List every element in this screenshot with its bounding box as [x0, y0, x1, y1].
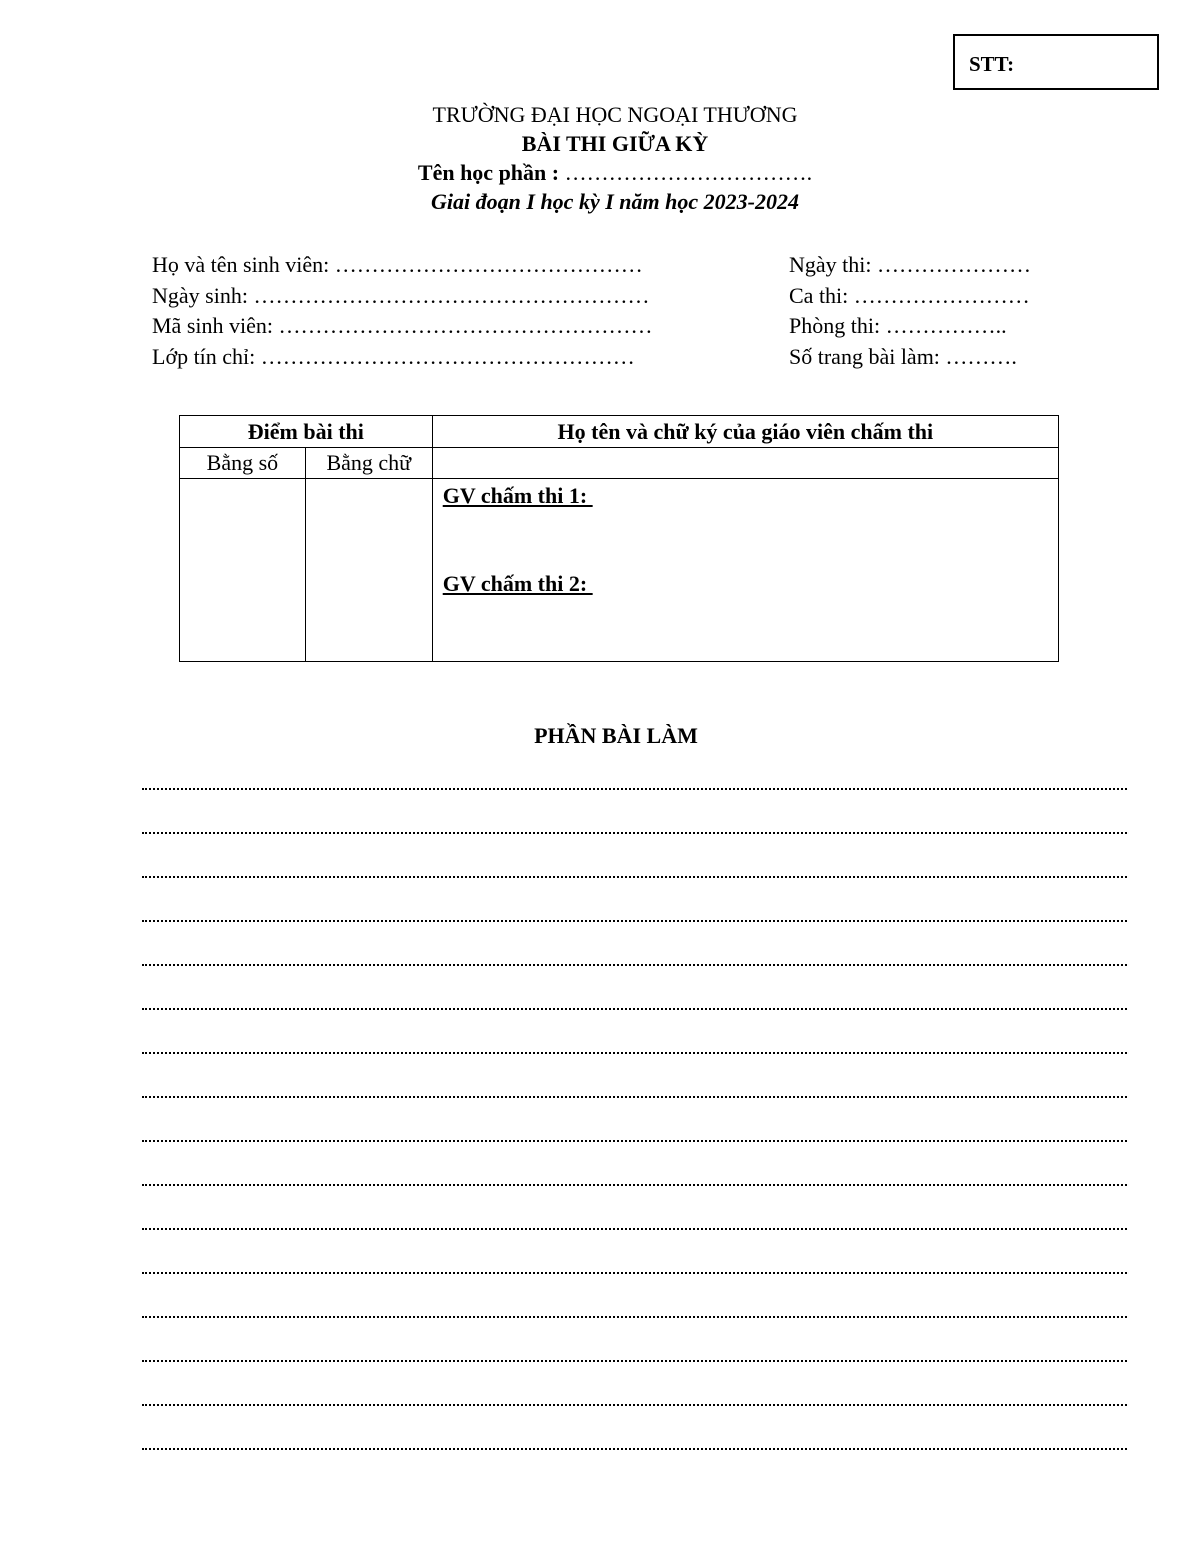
school-name: TRƯỜNG ĐẠI HỌC NGOẠI THƯƠNG [432, 102, 798, 127]
grade-table-subheader-row [180, 448, 1059, 479]
answer-line[interactable] [142, 1406, 1127, 1450]
birth-date-field[interactable]: Ngày sinh: ……………………………………………… [152, 282, 650, 308]
course-dots: ……………………………. [564, 160, 813, 185]
grade-table-body-row [180, 479, 1059, 662]
stt-box [953, 34, 1159, 90]
student-info-left [152, 250, 653, 372]
answer-lines[interactable] [142, 775, 1127, 1450]
student-info-right [789, 250, 1031, 372]
answer-line[interactable] [142, 1318, 1127, 1362]
teacher-header: Họ tên và chữ ký của giáo viên chấm thi [432, 416, 1058, 448]
teacher-subheader-empty [432, 448, 1058, 479]
exam-room-field[interactable]: Phòng thi: …………….. [789, 313, 1007, 338]
grader-2-label: GV chấm thi 2: [442, 571, 593, 596]
answer-line[interactable] [142, 878, 1127, 922]
grader-signature-cell[interactable] [432, 479, 1058, 662]
score-header: Điểm bài thi [180, 416, 433, 448]
answer-section-title: PHẦN BÀI LÀM [534, 723, 698, 748]
student-id-field[interactable]: Mã sinh viên: …………………………………………… [152, 313, 653, 338]
answer-line[interactable] [142, 790, 1127, 834]
answer-line[interactable] [142, 1054, 1127, 1098]
answer-line[interactable] [142, 1274, 1127, 1318]
answer-line[interactable] [142, 834, 1127, 878]
page-count-field[interactable]: Số trang bài làm: ………. [789, 343, 1017, 369]
exam-title: BÀI THI GIỮA KỲ [521, 131, 709, 156]
answer-line[interactable] [142, 1230, 1127, 1274]
credit-class-field[interactable]: Lớp tín chỉ: …………………………………………… [152, 343, 635, 369]
score-by-number-header: Bằng số [180, 448, 306, 479]
exam-period: Giai đoạn I học kỳ I năm học 2023-2024 [431, 189, 799, 214]
answer-line[interactable] [142, 775, 1127, 790]
answer-line[interactable] [142, 922, 1127, 966]
stt-label: STT: [969, 52, 1015, 76]
document-header [0, 100, 1200, 216]
exam-shift-field[interactable]: Ca thi: …………………… [789, 282, 1030, 308]
student-name-field[interactable]: Họ và tên sinh viên: …………………………………… [152, 252, 643, 277]
exam-date-field[interactable]: Ngày thi: ………………… [789, 252, 1031, 277]
score-by-number-cell[interactable] [180, 479, 306, 662]
answer-line[interactable] [142, 1142, 1127, 1186]
course-label: Tên học phần : [417, 160, 560, 185]
grade-table-header-row [180, 416, 1059, 448]
answer-line[interactable] [142, 1362, 1127, 1406]
grader-1-label: GV chấm thi 1: [442, 483, 593, 508]
score-by-words-header: Bằng chữ [305, 448, 432, 479]
answer-line[interactable] [142, 966, 1127, 1010]
grade-table [179, 415, 1059, 662]
score-by-words-cell[interactable] [305, 479, 432, 662]
course-line [0, 158, 1200, 187]
answer-line[interactable] [142, 1098, 1127, 1142]
answer-line[interactable] [142, 1186, 1127, 1230]
answer-line[interactable] [142, 1010, 1127, 1054]
